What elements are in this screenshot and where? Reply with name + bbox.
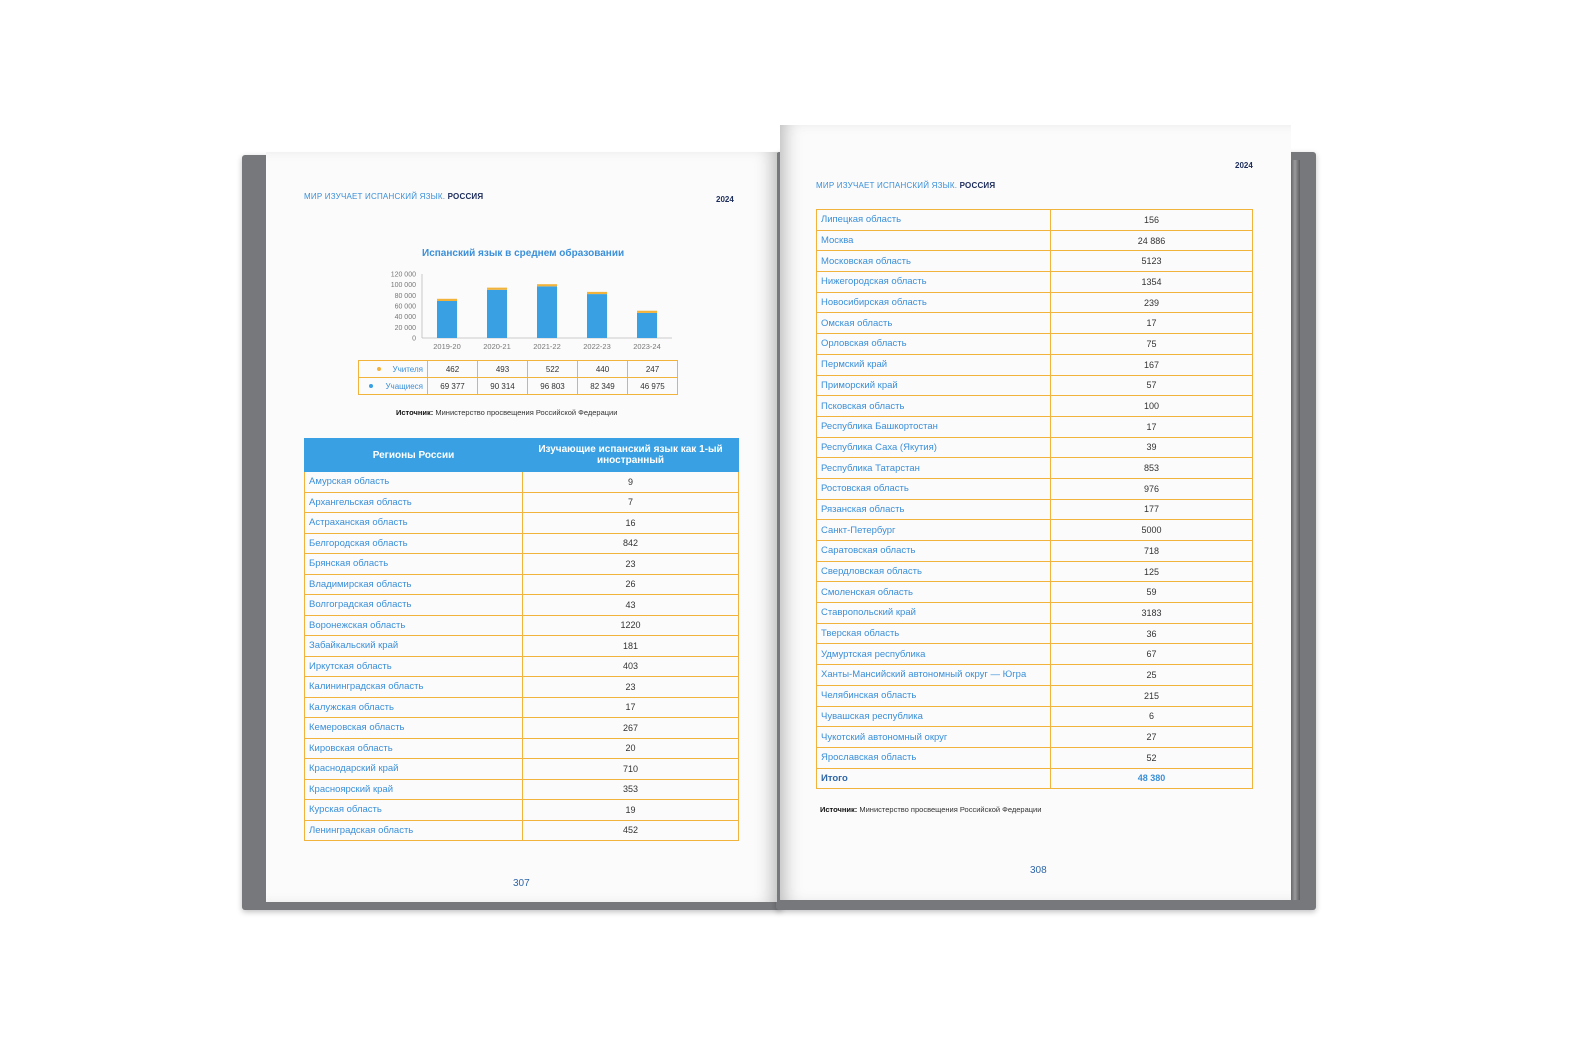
region-name: Забайкальский край: [305, 636, 523, 657]
source-label: Источник:: [820, 805, 858, 814]
page-number: 308: [1030, 865, 1047, 876]
y-tick-label: 60 000: [394, 303, 416, 311]
table-row: [305, 820, 739, 841]
region-value: 36: [1051, 623, 1253, 644]
y-tick-label: 120 000: [390, 271, 416, 279]
teachers-value: 522: [528, 361, 578, 378]
table-row: [817, 292, 1253, 313]
region-name: Чувашская республика: [817, 706, 1051, 727]
region-name: Республика Саха (Якутия): [817, 437, 1051, 458]
region-name: Челябинская область: [817, 685, 1051, 706]
region-name: Саратовская область: [817, 541, 1051, 562]
teachers-row: [359, 361, 678, 378]
region-name: Рязанская область: [817, 499, 1051, 520]
region-value: 156: [1051, 210, 1253, 231]
region-name: Ставропольский край: [817, 603, 1051, 624]
region-value: 177: [1051, 499, 1253, 520]
table-row: [817, 603, 1253, 624]
bar-students: [437, 301, 457, 338]
table-row: [817, 458, 1253, 479]
bar-teachers: [587, 292, 607, 294]
region-name: Свердловская область: [817, 561, 1051, 582]
region-name: Чукотский автономный округ: [817, 727, 1051, 748]
table-row: [817, 313, 1253, 334]
region-value: 75: [1051, 334, 1253, 355]
region-name: Калужская область: [305, 697, 523, 718]
students-value: 90 314: [478, 378, 528, 395]
table-row: [817, 354, 1253, 375]
table-row: [817, 334, 1253, 355]
table-row: [817, 520, 1253, 541]
legend-students: [359, 378, 428, 395]
teachers-value: 440: [578, 361, 628, 378]
region-value: 1220: [523, 615, 739, 636]
table-row: [305, 472, 739, 493]
table-row: [305, 513, 739, 534]
region-value: 6: [1051, 706, 1253, 727]
bar-teachers: [537, 284, 557, 286]
y-tick-label: 40 000: [394, 314, 416, 322]
table-row: [305, 677, 739, 698]
header-year: 2024: [716, 195, 734, 204]
region-name: Удмуртская республика: [817, 644, 1051, 665]
region-value: 1354: [1051, 272, 1253, 293]
region-name: Нижегородская область: [817, 272, 1051, 293]
region-value: 7: [523, 492, 739, 513]
table-row: [817, 230, 1253, 251]
region-value: 17: [1051, 313, 1253, 334]
region-name: Республика Татарстан: [817, 458, 1051, 479]
regions-table-right: [816, 209, 1253, 789]
region-value: 16: [523, 513, 739, 534]
region-name: Красноярский край: [305, 779, 523, 800]
table-row: [817, 623, 1253, 644]
bar-teachers: [637, 311, 657, 313]
region-name: Псковская область: [817, 396, 1051, 417]
region-value: 267: [523, 718, 739, 739]
region-name: Ленинградская область: [305, 820, 523, 841]
bar-students: [537, 286, 557, 338]
running-header-title: МИР ИЗУЧАЕТ ИСПАНСКИЙ ЯЗЫК.: [816, 181, 958, 190]
region-value: 25: [1051, 665, 1253, 686]
table-row: [305, 492, 739, 513]
page-number: 307: [513, 878, 530, 889]
running-header-title: МИР ИЗУЧАЕТ ИСПАНСКИЙ ЯЗЫК.: [304, 192, 446, 201]
region-name: Смоленская область: [817, 582, 1051, 603]
region-value: 20: [523, 738, 739, 759]
region-value: 67: [1051, 644, 1253, 665]
legend-teachers: [359, 361, 428, 378]
bar-students: [637, 313, 657, 338]
region-value: 43: [523, 595, 739, 616]
table-row: [817, 747, 1253, 768]
x-tick-label: 2022-23: [583, 342, 611, 351]
table-row: [305, 595, 739, 616]
total-row: [817, 768, 1253, 789]
table-row: [305, 718, 739, 739]
region-value: 710: [523, 759, 739, 780]
table-row: [817, 541, 1253, 562]
region-value: 853: [1051, 458, 1253, 479]
region-name: Ростовская область: [817, 478, 1051, 499]
table-row: [817, 582, 1253, 603]
region-name: Приморский край: [817, 375, 1051, 396]
region-value: 9: [523, 472, 739, 493]
table-row: [817, 375, 1253, 396]
region-name: Владимирская область: [305, 574, 523, 595]
table-row: [305, 615, 739, 636]
region-name: Амурская область: [305, 472, 523, 493]
teachers-value: 247: [628, 361, 678, 378]
bar-chart: [376, 270, 676, 355]
region-name: Астраханская область: [305, 513, 523, 534]
region-name: Курская область: [305, 800, 523, 821]
page-308: [780, 125, 1291, 900]
region-name: Республика Башкортостан: [817, 416, 1051, 437]
region-value: 17: [1051, 416, 1253, 437]
region-name: Орловская область: [817, 334, 1051, 355]
region-value: 125: [1051, 561, 1253, 582]
table-row: [305, 533, 739, 554]
table-row: [305, 759, 739, 780]
students-value: 69 377: [428, 378, 478, 395]
column-header-regions: Регионы России: [305, 439, 523, 472]
column-header-learners: Изучающие испанский язык как 1-ый иностранный: [523, 439, 739, 472]
region-value: 57: [1051, 375, 1253, 396]
region-value: 39: [1051, 437, 1253, 458]
region-name: Архангельская область: [305, 492, 523, 513]
region-value: 239: [1051, 292, 1253, 313]
region-value: 403: [523, 656, 739, 677]
chart-source: [396, 408, 617, 417]
students-row: [359, 378, 678, 395]
table-row: [817, 251, 1253, 272]
region-value: 842: [523, 533, 739, 554]
running-header-country: РОССИЯ: [959, 181, 996, 190]
region-value: 5000: [1051, 520, 1253, 541]
page-307: [266, 152, 777, 902]
region-name: Кемеровская область: [305, 718, 523, 739]
region-value: 17: [523, 697, 739, 718]
total-value: 48 380: [1051, 768, 1253, 789]
regions-table-left: [304, 438, 739, 841]
region-value: 27: [1051, 727, 1253, 748]
table-row: [305, 636, 739, 657]
region-name: Московская область: [817, 251, 1051, 272]
table-row: [817, 706, 1253, 727]
table-row: [817, 685, 1253, 706]
table-row: [305, 779, 739, 800]
teachers-label: Учителя: [392, 364, 423, 374]
running-header: [816, 181, 995, 190]
region-value: 452: [523, 820, 739, 841]
students-value: 82 349: [578, 378, 628, 395]
table-row: [305, 574, 739, 595]
table-row: [817, 665, 1253, 686]
region-value: 52: [1051, 747, 1253, 768]
region-value: 976: [1051, 478, 1253, 499]
region-name: Калининградская область: [305, 677, 523, 698]
bar-teachers: [487, 288, 507, 290]
region-value: 181: [523, 636, 739, 657]
region-value: 3183: [1051, 603, 1253, 624]
teachers-dot-icon: [377, 367, 381, 371]
table-row: [305, 697, 739, 718]
total-label: Итого: [817, 768, 1051, 789]
y-tick-label: 20 000: [394, 324, 416, 332]
chart-title: Испанский язык в среднем образовании: [422, 248, 625, 259]
region-name: Воронежская область: [305, 615, 523, 636]
region-name: Пермский край: [817, 354, 1051, 375]
students-value: 46 975: [628, 378, 678, 395]
table-row: [817, 644, 1253, 665]
region-value: 19: [523, 800, 739, 821]
region-name: Москва: [817, 230, 1051, 251]
bar-students: [487, 290, 507, 338]
table-row: [305, 738, 739, 759]
table-row: [817, 396, 1253, 417]
header-year: 2024: [1235, 161, 1253, 170]
table-row: [817, 437, 1253, 458]
region-value: 718: [1051, 541, 1253, 562]
region-value: 23: [523, 677, 739, 698]
table-row: [817, 416, 1253, 437]
table-row: [817, 210, 1253, 231]
region-value: 23: [523, 554, 739, 575]
x-tick-label: 2021-22: [533, 342, 561, 351]
table-row: [817, 499, 1253, 520]
region-value: 26: [523, 574, 739, 595]
y-tick-label: 100 000: [390, 282, 416, 290]
region-name: Тверская область: [817, 623, 1051, 644]
table-row: [305, 656, 739, 677]
table-header: [305, 439, 739, 472]
region-value: 215: [1051, 685, 1253, 706]
students-dot-icon: [369, 384, 373, 388]
x-tick-label: 2020-21: [483, 342, 511, 351]
source-text: Министерство просвещения Российской Федерации: [859, 805, 1042, 814]
teachers-value: 462: [428, 361, 478, 378]
region-value: 353: [523, 779, 739, 800]
region-name: Липецкая область: [817, 210, 1051, 231]
region-name: Иркутская область: [305, 656, 523, 677]
region-name: Кировская область: [305, 738, 523, 759]
region-value: 5123: [1051, 251, 1253, 272]
region-value: 59: [1051, 582, 1253, 603]
chart-data-table: [358, 360, 678, 395]
running-header-country: РОССИЯ: [447, 192, 484, 201]
region-name: Ярославская область: [817, 747, 1051, 768]
table-row: [305, 554, 739, 575]
y-tick-label: 0: [412, 335, 416, 343]
region-value: 167: [1051, 354, 1253, 375]
x-tick-label: 2019-20: [433, 342, 461, 351]
region-name: Новосибирская область: [817, 292, 1051, 313]
region-name: Омская область: [817, 313, 1051, 334]
region-value: 100: [1051, 396, 1253, 417]
page-edges: [1290, 160, 1300, 900]
table-source: [820, 805, 1041, 814]
region-name: Белгородская область: [305, 533, 523, 554]
region-name: Краснодарский край: [305, 759, 523, 780]
source-text: Министерство просвещения Российской Федерации: [435, 408, 618, 417]
table-row: [305, 800, 739, 821]
table-row: [817, 561, 1253, 582]
region-value: 24 886: [1051, 230, 1253, 251]
source-label: Источник:: [396, 408, 434, 417]
bar-teachers: [437, 299, 457, 301]
x-tick-label: 2023-24: [633, 342, 661, 351]
region-name: Ханты-Мансийский автономный округ — Югра: [817, 665, 1051, 686]
teachers-value: 493: [478, 361, 528, 378]
students-value: 96 803: [528, 378, 578, 395]
bar-students: [587, 294, 607, 338]
running-header: [304, 192, 483, 201]
region-name: Санкт-Петербург: [817, 520, 1051, 541]
table-row: [817, 727, 1253, 748]
table-row: [817, 478, 1253, 499]
students-label: Учащиеся: [385, 381, 423, 391]
table-row: [817, 272, 1253, 293]
region-name: Волгоградская область: [305, 595, 523, 616]
region-name: Брянская область: [305, 554, 523, 575]
y-tick-label: 80 000: [394, 292, 416, 300]
